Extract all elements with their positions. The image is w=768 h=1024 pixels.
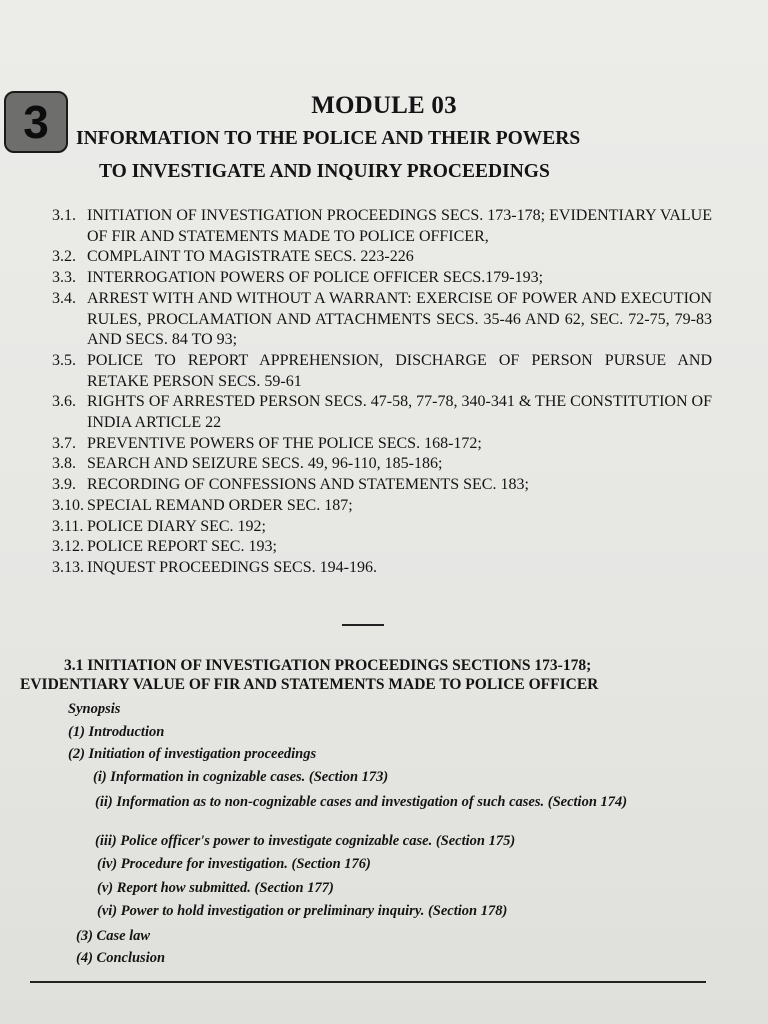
toc-text: INTERROGATION POWERS OF POLICE OFFICER SECS.179-193; xyxy=(87,269,544,287)
toc-number: 3.2. xyxy=(52,248,76,266)
toc-number: 3.13. xyxy=(52,558,84,576)
synopsis-item: (2) Initiation of investigation proceedings xyxy=(68,746,317,762)
module-number: 3 xyxy=(23,96,49,148)
toc-number: 3.5. xyxy=(52,351,76,369)
toc-text: INQUEST PROCEEDINGS SECS. 194-196. xyxy=(87,558,377,576)
toc-item xyxy=(52,496,712,517)
toc-text: POLICE TO REPORT APPREHENSION, DISCHARGE OF PERSON PURSUE AND RETAKE PERSON SECS. 59-61 xyxy=(87,351,712,390)
toc-text: COMPLAINT TO MAGISTRATE SECS. 223-226 xyxy=(87,248,414,266)
toc-number: 3.1. xyxy=(52,207,76,224)
module-title: MODULE 03 xyxy=(311,92,457,119)
synopsis-label: Synopsis xyxy=(68,701,121,717)
module-heading-line-1: INFORMATION TO THE POLICE AND THEIR POWERS xyxy=(76,128,581,149)
toc-item xyxy=(52,206,712,247)
toc-text: ARREST WITH AND WITHOUT A WARRANT: EXERCISE OF POWER AND EXECUTION RULES, PROCLAMATION AND ATTACHMENTS SECS. 35-46 AND 62, SEC. 72-75, 79-83 AND SECS. 84 TO 93; xyxy=(87,289,712,349)
toc-item xyxy=(52,351,712,392)
toc-item xyxy=(52,434,712,455)
toc-number: 3.8. xyxy=(52,455,76,473)
synopsis-item: (4) Conclusion xyxy=(76,950,166,966)
synopsis-subitem: (iv) Procedure for investigation. (Section 176) xyxy=(97,856,371,872)
toc-item xyxy=(52,392,712,433)
toc-item xyxy=(52,247,712,268)
toc-item xyxy=(52,558,712,579)
synopsis-subitem: (iii) Police officer's power to investigate cognizable case. (Section 175) xyxy=(95,833,516,849)
toc-item xyxy=(52,517,712,538)
toc-text: POLICE REPORT SEC. 193; xyxy=(87,538,277,556)
synopsis-item: (3) Case law xyxy=(76,928,151,944)
toc-item xyxy=(52,454,712,475)
section-divider xyxy=(342,624,384,626)
toc-number: 3.3. xyxy=(52,269,76,287)
toc-number: 3.4. xyxy=(52,289,76,307)
toc-number: 3.7. xyxy=(52,434,76,452)
section-heading-line-2: EVIDENTIARY VALUE OF FIR AND STATEMENTS MADE TO POLICE OFFICER xyxy=(20,676,599,693)
bottom-rule xyxy=(30,981,706,983)
toc-number: 3.6. xyxy=(52,393,76,411)
toc-number: 3.12. xyxy=(52,538,84,556)
toc-number: 3.10. xyxy=(52,496,84,514)
toc-text: PREVENTIVE POWERS OF THE POLICE SECS. 168-172; xyxy=(87,434,482,452)
toc-item xyxy=(52,475,712,496)
toc-text: INITIATION OF INVESTIGATION PROCEEDINGS SECS. 173-178; EVIDENTIARY VALUE OF FIR AND STATEMENTS MADE TO POLICE OFFICER, xyxy=(87,207,712,245)
module-heading-line-2: TO INVESTIGATE AND INQUIRY PROCEEDINGS xyxy=(99,161,550,182)
toc-item xyxy=(52,268,712,289)
synopsis-item: (1) Introduction xyxy=(68,724,165,740)
synopsis-subitem: (v) Report how submitted. (Section 177) xyxy=(97,880,334,896)
synopsis-subitem: (i) Information in cognizable cases. (Section 173) xyxy=(93,769,389,785)
toc-text: POLICE DIARY SEC. 192; xyxy=(87,517,266,535)
table-of-contents xyxy=(52,206,712,579)
toc-text: SEARCH AND SEIZURE SECS. 49, 96-110, 185-186; xyxy=(87,455,443,473)
synopsis-subitem: (vi) Power to hold investigation or preliminary inquiry. (Section 178) xyxy=(97,903,508,919)
toc-text: RIGHTS OF ARRESTED PERSON SECS. 47-58, 77-78, 340-341 & THE CONSTITUTION OF INDIA ARTICLE 22 xyxy=(87,393,712,432)
toc-item xyxy=(52,537,712,558)
toc-text: RECORDING OF CONFESSIONS AND STATEMENTS SEC. 183; xyxy=(87,476,529,494)
synopsis-subitem: (ii) Information as to non-cognizable cases and investigation of such cases. (Section 174) xyxy=(95,794,628,810)
toc-number: 3.11. xyxy=(52,517,84,535)
section-heading-line-1: 3.1 INITIATION OF INVESTIGATION PROCEEDINGS SECTIONS 173-178; xyxy=(64,657,592,674)
toc-number: 3.9. xyxy=(52,476,76,494)
toc-text: SPECIAL REMAND ORDER SEC. 187; xyxy=(87,496,353,514)
toc-item xyxy=(52,289,712,351)
